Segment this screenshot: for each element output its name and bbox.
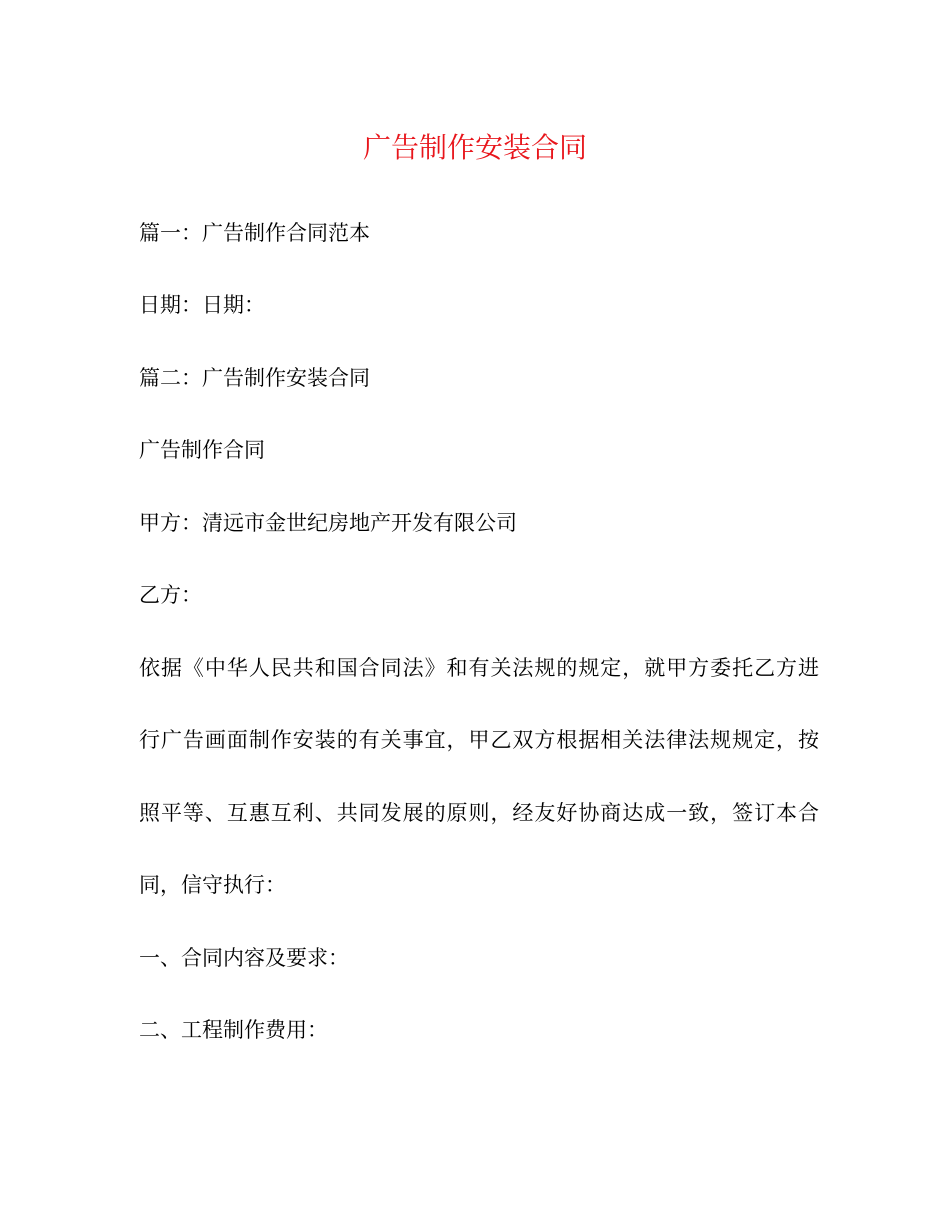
date-line: 日期：日期： <box>139 293 265 317</box>
preamble-line-1: 依据《中华人民共和国合同法》和有关法规的规定，就甲方委托乙方进 <box>139 656 819 680</box>
clause-heading-2: 二、工程制作费用： <box>139 1018 328 1042</box>
preamble-line-4: 同，信守执行： <box>139 873 286 897</box>
contract-subtitle: 广告制作合同 <box>139 438 265 462</box>
document-title: 广告制作安装合同 <box>362 131 587 164</box>
preamble-line-2: 行广告画面制作安装的有关事宜，甲乙双方根据相关法律法规规定，按 <box>139 728 819 752</box>
section-heading-one: 篇一：广告制作合同范本 <box>139 221 370 245</box>
party-b-line: 乙方： <box>139 583 202 607</box>
section-heading-two: 篇二：广告制作安装合同 <box>139 366 370 390</box>
clause-heading-1: 一、合同内容及要求： <box>139 946 349 970</box>
party-a-line: 甲方：清远市金世纪房地产开发有限公司 <box>139 511 517 535</box>
preamble-line-3: 照平等、互惠互利、共同发展的原则，经友好协商达成一致，签订本合 <box>139 801 819 825</box>
